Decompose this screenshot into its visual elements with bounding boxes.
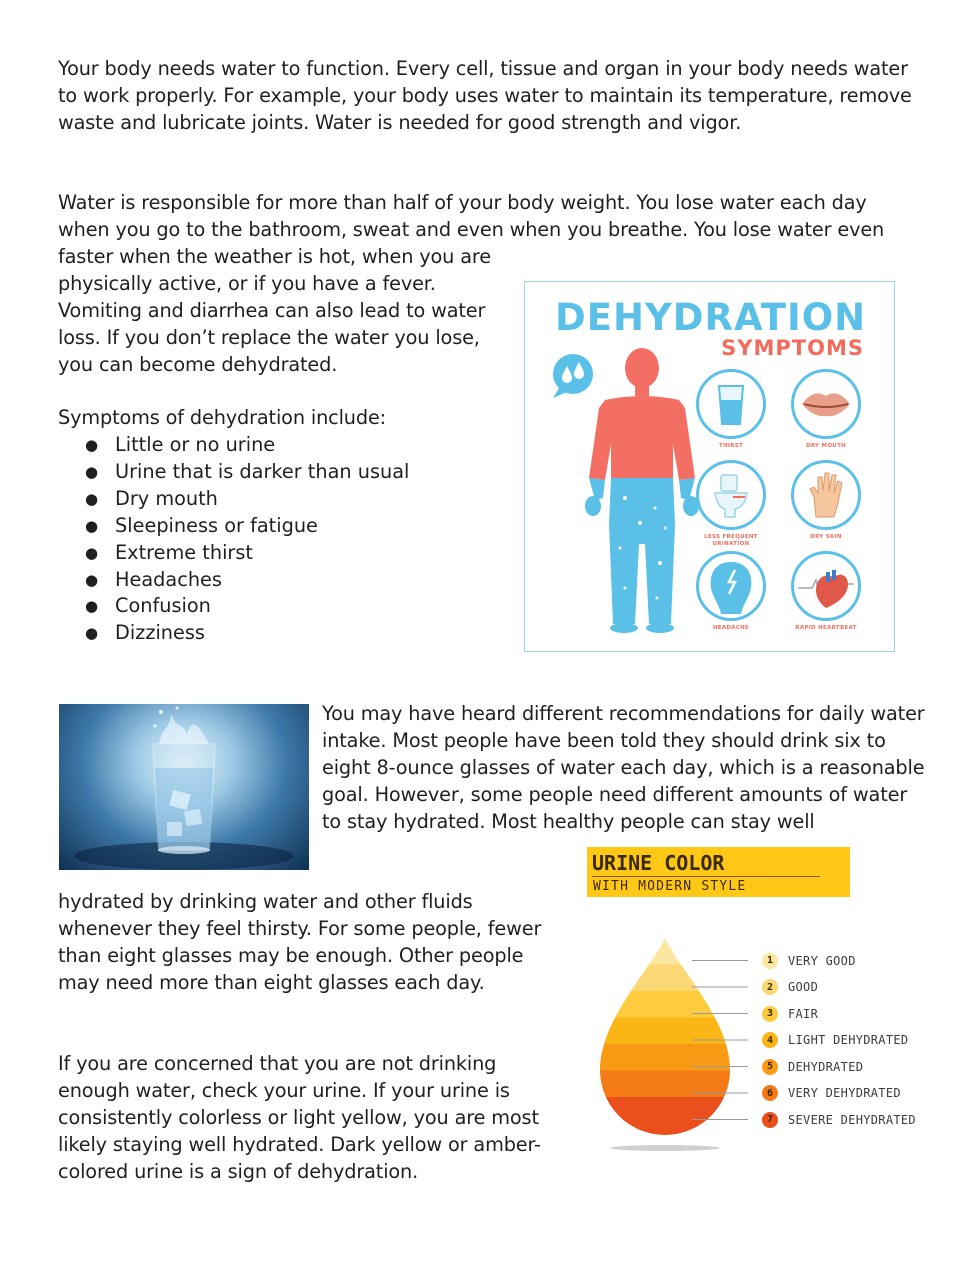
symptom-dry-skin — [789, 460, 863, 541]
drop-band — [580, 965, 760, 993]
drop-band — [580, 1018, 760, 1046]
intro-paragraph: Your body needs water to function. Every cell, tissue and organ in your body needs water to work properly. For example, your body uses water to maintain its temperature, remove waste and lubricate joints. Water is needed for good strength and vigor. — [58, 57, 912, 134]
list-item: ● Urine that is darker than usual — [58, 459, 409, 486]
level-label: VERY DEHYDRATED — [788, 1086, 901, 1100]
symptom-headache — [694, 551, 768, 632]
level-label: VERY GOOD — [788, 953, 856, 968]
heart-icon — [794, 554, 858, 618]
drop-band — [580, 991, 760, 1019]
urine-level-row — [762, 952, 856, 970]
level-label: FAIR — [788, 1006, 819, 1021]
list-item: ● Confusion — [58, 593, 409, 620]
symptom-dry-mouth — [789, 369, 863, 450]
symptoms-intro: Symptoms of dehydration include: — [58, 406, 387, 429]
level-label: LIGHT DEHYDRATED — [788, 1033, 909, 1047]
divider — [592, 876, 820, 877]
symptom-label: RAPID HEARTBEAT — [795, 625, 857, 631]
list-item: ● Little or no urine — [58, 432, 409, 459]
symptom-label: HEADACHE — [712, 625, 750, 631]
urine-chart-subtitle: WITH MODERN STYLE — [593, 879, 747, 894]
hand-icon — [794, 463, 858, 527]
level-number-badge: 3 — [762, 1006, 778, 1022]
urine-check-paragraph: If you are concerned that you are not drinking enough water, check your urine. If your urine is consistently colorless or light yellow, you are most likely staying well hydrated. Dark yellow or amber-colored urine is a sign of dehydration. — [58, 1052, 541, 1183]
water-intake-paragraph-continued: hydrated by drinking water and other fluids whenever they feel thirsty. For some people, fewer than eight glasses may be enough. Other people may need more than eight glasses each day. — [58, 890, 542, 994]
urine-level-row — [762, 1005, 818, 1023]
level-number-badge: 1 — [762, 953, 778, 969]
urine-chart-title: URINE COLOR — [592, 851, 725, 875]
water-intake-paragraph: You may have heard different recommendations for daily water intake. Most people have been told they should drink six to eight 8-ounce glasses of water each day, which is a reasonable goal. However, some people need different amounts of water to stay hydrated. Most healthy people can stay well — [322, 702, 925, 833]
water-drops-icon — [553, 354, 593, 398]
lips-icon — [794, 372, 858, 436]
level-label: SEVERE DEHYDRATED — [788, 1112, 916, 1127]
drop-band — [580, 1044, 760, 1072]
urine-level-row — [762, 1111, 916, 1129]
body-weight-paragraph: Water is responsible for more than half of your body weight. You lose water each day when you go to the bathroom, sweat and even when you breathe. You lose water even — [58, 191, 885, 241]
symptoms-list — [58, 432, 409, 647]
human-body-figure — [545, 348, 705, 638]
urine-level-row — [762, 978, 818, 996]
urine-level-row — [762, 1031, 908, 1049]
symptom-label: THIRST — [718, 443, 744, 449]
water-glass-photo — [59, 704, 309, 870]
infographic-subtitle: SYMPTOMS — [721, 336, 864, 360]
urine-chart-header — [587, 847, 850, 897]
drop-band — [580, 1071, 760, 1099]
symptom-less-frequent-urination — [694, 460, 768, 548]
urine-color-chart — [580, 845, 930, 1165]
level-number-badge: 6 — [762, 1085, 778, 1101]
list-item: ● Extreme thirst — [58, 540, 409, 567]
water-glass-illustration — [59, 704, 309, 870]
level-label: GOOD — [788, 980, 819, 994]
list-item: ● Dry mouth — [58, 486, 409, 513]
level-number-badge: 5 — [762, 1059, 778, 1075]
drop-shadow — [610, 1145, 720, 1151]
level-label: DEHYDRATED — [788, 1059, 864, 1074]
symptom-rapid-heartbeat — [789, 551, 863, 632]
symptom-thirst — [694, 369, 768, 450]
list-item: ● Headaches — [58, 567, 409, 594]
symptom-label: DRY SKIN — [810, 534, 842, 540]
urine-level-row — [762, 1058, 863, 1076]
head-icon — [699, 554, 763, 618]
list-item: ● Sleepiness or fatigue — [58, 513, 409, 540]
toilet-icon — [699, 463, 763, 527]
level-number-badge: 4 — [762, 1032, 778, 1048]
infographic-title: DEHYDRATION — [555, 296, 867, 339]
symptom-label: LESS FREQUENT URINATION — [704, 534, 758, 547]
glass-icon — [699, 372, 763, 436]
urine-color-drop — [580, 930, 760, 1160]
level-number-badge: 7 — [762, 1112, 778, 1128]
level-number-badge: 2 — [762, 979, 778, 995]
dehydration-symptoms-infographic — [524, 281, 895, 652]
urine-level-row — [762, 1084, 901, 1102]
body-weight-paragraph-continued: faster when the weather is hot, when you are physically active, or if you have a fever. Vomiting and diarrhea can also lead to water loss. If you don’t replace the water you lose, you can become dehydrated. — [58, 245, 491, 376]
symptom-label: DRY MOUTH — [805, 443, 847, 449]
list-item: ● Dizziness — [58, 620, 409, 647]
